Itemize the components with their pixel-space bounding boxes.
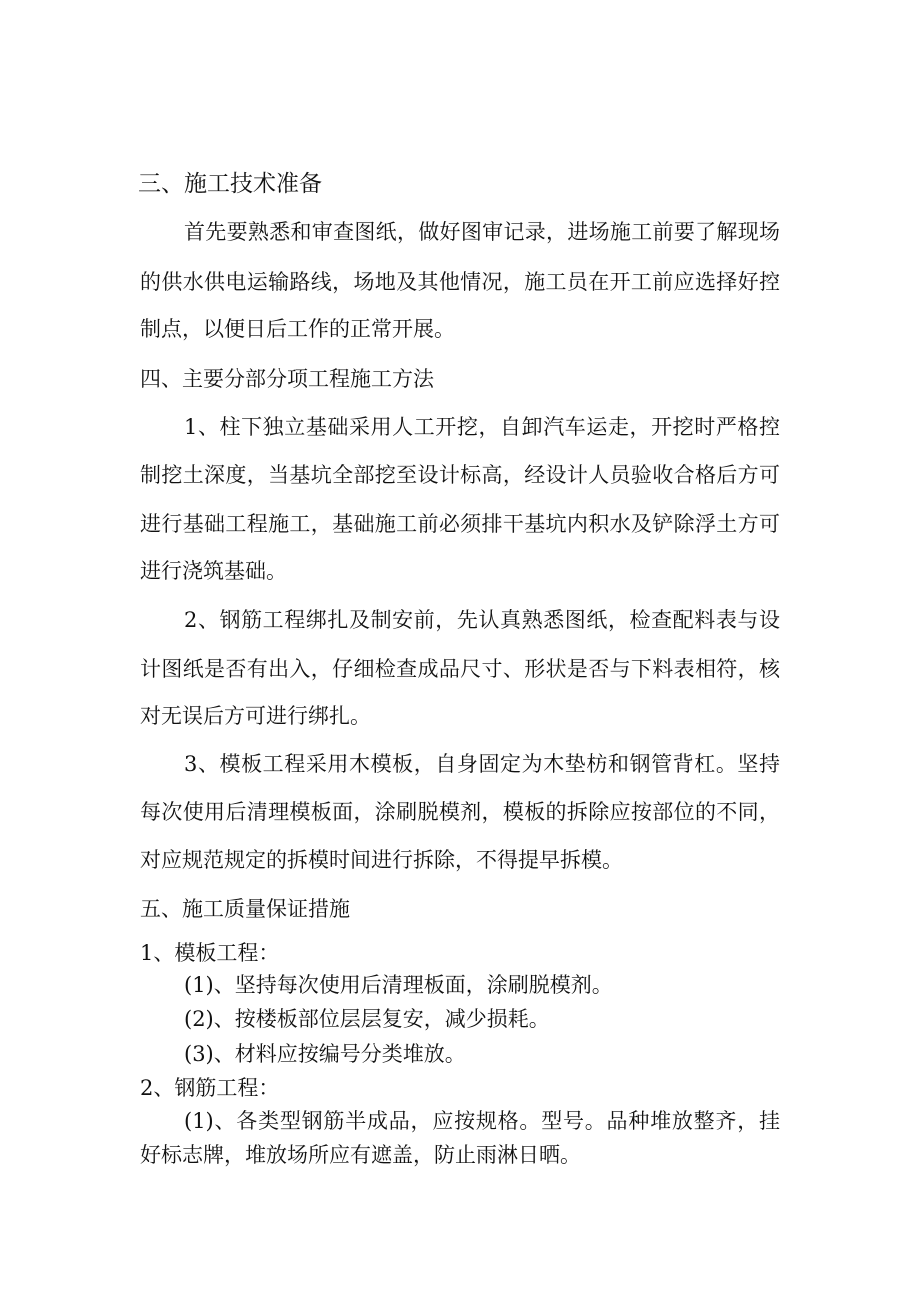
section-4-item-1-line-3: 进行基础工程施工，基础施工前必须排干基坑内积水及铲除浮土方可 bbox=[140, 512, 780, 536]
formwork-item-1: (1)、坚持每次使用后清理板面，涂刷脱模剂。 bbox=[184, 973, 613, 997]
section-3-heading: 三、施工技术准备 bbox=[138, 171, 322, 197]
formwork-item-2: (2)、按楼板部位层层复安，减少损耗。 bbox=[184, 1007, 550, 1031]
rebar-item-1-line-1: (1)、各类型钢筋半成品，应按规格。型号。品种堆放整齐，挂 bbox=[184, 1109, 780, 1133]
section-4-item-3-line-2: 每次使用后清理模板面，涂刷脱模剂，模板的拆除应按部位的不同， bbox=[140, 800, 780, 824]
section-4-item-1-line-2: 制挖土深度，当基坑全部挖至设计标高，经设计人员验收合格后方可 bbox=[140, 463, 780, 487]
formwork-title: 1、模板工程： bbox=[140, 941, 280, 965]
section-3-para-line-3: 制点，以便日后工作的正常开展。 bbox=[140, 317, 455, 341]
formwork-item-3: (3)、材料应按编号分类堆放。 bbox=[184, 1042, 466, 1066]
rebar-title: 2、钢筋工程： bbox=[140, 1076, 280, 1100]
section-4-item-1-line-4: 进行浇筑基础。 bbox=[140, 559, 287, 583]
section-3-para-line-1: 首先要熟悉和审查图纸，做好图审记录，进场施工前要了解现场 bbox=[184, 220, 780, 244]
section-4-item-2-line-2: 计图纸是否有出入，仔细检查成品尺寸、形状是否与下料表相符，核 bbox=[140, 657, 780, 681]
section-4-item-3-line-3: 对应规范规定的拆模时间进行拆除，不得提早拆模。 bbox=[140, 848, 623, 872]
section-3-para-line-2: 的供水供电运输路线，场地及其他情况，施工员在开工前应选择好控 bbox=[140, 270, 780, 294]
section-4-item-3-line-1: 3、模板工程采用木模板，自身固定为木垫枋和钢管背杠。坚持 bbox=[184, 752, 780, 776]
section-5-heading: 五、施工质量保证措施 bbox=[140, 897, 350, 921]
rebar-item-1-line-2: 好标志牌，堆放场所应有遮盖，防止雨淋日晒。 bbox=[140, 1143, 581, 1167]
section-4-item-2-line-1: 2、钢筋工程绑扎及制安前，先认真熟悉图纸，检查配料表与设 bbox=[184, 608, 780, 632]
section-4-item-2-line-3: 对无误后方可进行绑扎。 bbox=[140, 704, 371, 728]
section-4-heading: 四、主要分部分项工程施工方法 bbox=[140, 367, 434, 391]
section-4-item-1-line-1: 1、柱下独立基础采用人工开挖，自卸汽车运走，开挖时严格控 bbox=[184, 415, 780, 439]
